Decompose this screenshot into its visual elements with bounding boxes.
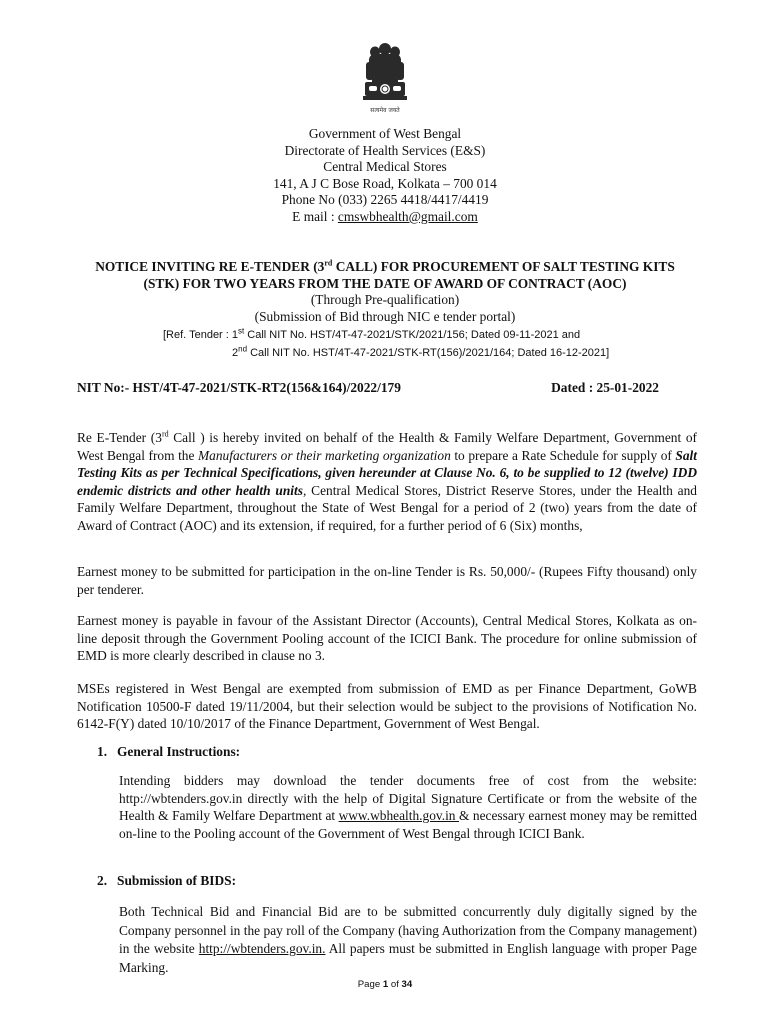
earnest-money-paragraph: Earnest money to be submitted for participation in the on-line Tender is Rs. 50,000/- (Rupees Fifty thousand) only per tenderer. — [77, 564, 697, 597]
title-line-2: (STK) FOR TWO YEARS FROM THE DATE OF AWARD OF CONTRACT (AOC) — [143, 275, 627, 291]
header-line-address: 141, A J C Bose Road, Kolkata – 700 014 — [273, 175, 497, 191]
nit-number: NIT No:- HST/4T-47-2021/STK-RT2(156&164)/2022/179 — [77, 380, 401, 395]
section-heading-submission-of-bids: 2. Submission of BIDS: — [97, 873, 237, 888]
page-footer: Page 1 of 34 — [357, 979, 413, 990]
header-line-email — [0, 209, 770, 226]
svg-text:सत्यमेव जयते: सत्यमेव जयते — [370, 107, 400, 114]
header-line-phone: Phone No (033) 2265 4418/4417/4419 — [281, 192, 489, 208]
section-body-submission-of-bids: Both Technical Bid and Financial Bid are to be submitted concurrently duly digitally signed by the Company personnel in the pay roll of the Company (having Authorization from the Company management) in the website http://wbtenders.gov.in. All papers must be submitted in English language with proper Page Marking. — [119, 904, 697, 975]
email-label: E mail : — [292, 208, 338, 224]
wbtenders-link[interactable]: http://wbtenders.gov.in. — [198, 941, 326, 957]
intro-paragraph: Re E-Tender (3rd Call ) is hereby invited on behalf of the Health & Family Welfare Department, Government of West Bengal from the Manufacturers or their marketing organization to prepare a Rate Schedule for supply of Salt Testing Kits as per Technical Specifications, given hereunder at Clause No. 6, to be supplied to 12 (twelve) IDD endemic districts and other health units, Central Medical Stores, District Reserve Stores, under the Health and Family Welfare Department, throughout the State of West Bengal for a period of 2 (two) years from the date of Award of Contract (AOC) and its extension, if required, for a further period of 6 (Six) months, — [77, 429, 697, 533]
email-link[interactable]: cmswbhealth@gmail.com — [337, 208, 478, 224]
state-emblem-icon — [357, 40, 413, 122]
notice-title — [60, 259, 710, 325]
section-body-general-instructions: Intending bidders may download the tender documents free of cost from the website: http://wbtenders.gov.in directly with the help of Digital Signature Certificate or from the website of the Health & Family Welfare Department at www.wbhealth.gov.in & necessary earnest money may be remitted on-line to the Pooling account of the Government of West Bengal through ICICI Bank. — [119, 773, 697, 841]
nit-number-line — [77, 380, 659, 396]
office-header — [0, 126, 770, 226]
header-line-government: Government of West Bengal — [308, 126, 462, 141]
title-prequalification: (Through Pre-qualification) — [310, 292, 460, 308]
wbhealth-link[interactable]: www.wbhealth.gov.in — [338, 808, 459, 824]
header-line-stores: Central Medical Stores — [323, 159, 447, 175]
mse-exemption-paragraph: MSEs registered in West Bengal are exempted from submission of EMD as per Finance Department, GoWB Notification 10500-F dated 19/11/2004, but their selection would be subject to the provisions of Notification No. 6142-F(Y) dated 10/10/2017 of the Finance Department, Government of West Bengal. — [77, 681, 697, 732]
header-line-directorate: Directorate of Health Services (E&S) — [284, 142, 486, 158]
page-total: 34 — [401, 979, 413, 990]
nit-date: Dated : 25-01-2022 — [551, 380, 659, 395]
earnest-payment-paragraph: Earnest money is payable in favour of the Assistant Director (Accounts), Central Medical Stores, Kolkata as on-line deposit through the Government Pooling account of the ICICI Bank. The procedure for online submission of EMD is more clearly described in clause no 3. — [77, 613, 697, 664]
reference-line-2: 2nd Call NIT No. HST/4T-47-2021/STK-RT(156)/2021/164; Dated 16-12-2021] — [232, 344, 610, 359]
title-line-1: NOTICE INVITING RE E-TENDER (3rd CALL) FOR PROCUREMENT OF SALT TESTING KITS — [95, 258, 675, 274]
reference-line-1: [Ref. Tender : 1st Call NIT No. HST/4T-47-2021/STK/2021/156; Dated 09-11-2021 and — [163, 326, 581, 341]
page-number: 1 — [382, 979, 389, 990]
title-submission-note: (Submission of Bid through NIC e tender portal) — [254, 308, 516, 324]
section-heading-general-instructions: 1. General Instructions: — [97, 744, 241, 759]
